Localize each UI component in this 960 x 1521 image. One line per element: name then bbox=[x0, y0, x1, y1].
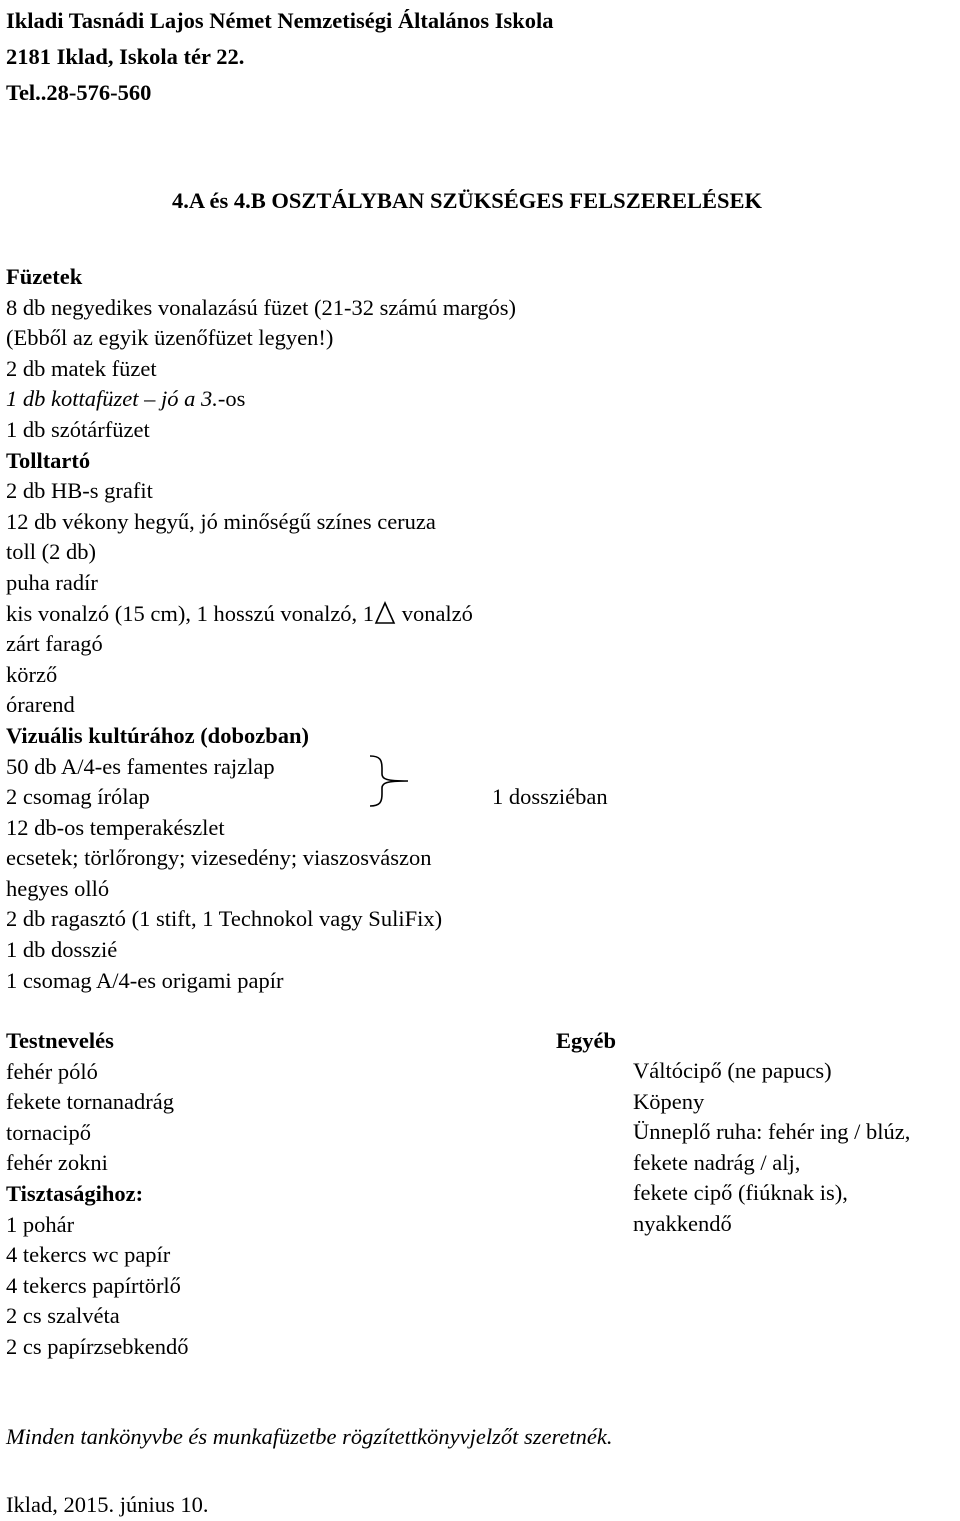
testneveles-heading: Testnevelés bbox=[6, 1028, 114, 1053]
triangle-icon bbox=[374, 601, 396, 625]
list-item: órarend bbox=[6, 692, 75, 718]
list-item: Köpeny bbox=[633, 1088, 705, 1114]
list-item bbox=[6, 384, 516, 415]
list-item: 2 csomag írólap bbox=[6, 784, 150, 810]
list-item: 2 db matek füzet bbox=[6, 355, 157, 381]
list-item: 2 db HB-s grafit bbox=[6, 478, 153, 504]
list-item: 1 db szótárfüzet bbox=[6, 416, 150, 442]
main-list bbox=[6, 262, 516, 996]
testneveles-list bbox=[6, 1026, 188, 1363]
egyeb-heading: Egyéb bbox=[556, 1028, 617, 1053]
list-item: 8 db negyedikes vonalazású füzet (21-32 számú margós) bbox=[6, 294, 517, 320]
list-item: nyakkendő bbox=[633, 1210, 732, 1236]
list-item: fekete nadrág / alj, bbox=[633, 1149, 801, 1175]
list-item: 4 tekercs papírtörlő bbox=[6, 1272, 181, 1298]
date-line: Iklad, 2015. június 10. bbox=[6, 1492, 209, 1517]
list-item: zárt faragó bbox=[6, 631, 103, 657]
list-item: 2 db ragasztó (1 stift, 1 Technokol vagy SuliFix) bbox=[6, 906, 443, 932]
school-phone: Tel..28-576-560 bbox=[6, 80, 152, 105]
list-item: 1 pohár bbox=[6, 1211, 75, 1237]
school-address: 2181 Iklad, Iskola tér 22. bbox=[6, 44, 245, 69]
list-item: 1 db dosszié bbox=[6, 937, 118, 963]
list-item: ecsetek; törlőrongy; vizesedény; viaszosvászon bbox=[6, 845, 432, 871]
fuzetek-heading: Füzetek bbox=[6, 264, 83, 289]
list-item: Ünneplő ruha: fehér ing / blúz, bbox=[633, 1119, 911, 1145]
list-item: hegyes olló bbox=[6, 875, 110, 901]
list-item: 2 cs papírzsebkendő bbox=[6, 1333, 189, 1359]
tisztasagi-heading: Tisztaságihoz: bbox=[6, 1180, 144, 1206]
kotta-italic: 1 db kottafüzet – jó a 3. bbox=[6, 386, 218, 412]
brace-icon bbox=[368, 752, 410, 810]
list-item: tornacipő bbox=[6, 1119, 91, 1145]
kotta-rest: -os bbox=[217, 386, 246, 412]
list-item: Váltócipő (ne papucs) bbox=[633, 1058, 832, 1083]
list-item: toll (2 db) bbox=[6, 539, 96, 565]
list-item: 12 db vékony hegyű, jó minőségű színes ceruza bbox=[6, 508, 436, 534]
dossziéban-label: 1 dossziéban bbox=[492, 784, 608, 809]
list-item: (Ebből az egyik üzenőfüzet legyen!) bbox=[6, 325, 334, 351]
bookmark-note: Minden tankönyvbe és munkafüzetbe rögzítettkönyvjelzőt szeretnék. bbox=[6, 1424, 613, 1449]
list-item: fekete tornanadrág bbox=[6, 1089, 175, 1115]
tolltarto-heading: Tolltartó bbox=[6, 447, 91, 473]
school-header bbox=[6, 3, 554, 111]
egyeb-list bbox=[633, 1056, 910, 1240]
vizualis-heading: Vizuális kultúrához (dobozban) bbox=[6, 722, 309, 748]
vonalzo-text-a: kis vonalzó (15 cm), 1 hosszú vonalzó, 1 bbox=[6, 600, 375, 626]
page-title: 4.A és 4.B OSZTÁLYBAN SZÜKSÉGES FELSZERELÉSEK bbox=[172, 188, 762, 213]
list-item: 50 db A/4-es famentes rajzlap bbox=[6, 753, 275, 779]
list-item: puha radír bbox=[6, 569, 98, 595]
list-item: 1 csomag A/4-es origami papír bbox=[6, 967, 284, 993]
school-name: Ikladi Tasnádi Lajos Német Nemzetiségi Általános Iskola bbox=[6, 8, 554, 33]
vonalzo-text-b: vonalzó bbox=[396, 600, 473, 626]
list-item: fehér zokni bbox=[6, 1150, 108, 1176]
list-item: fekete cipő (fiúknak is), bbox=[633, 1180, 848, 1206]
list-item: 2 cs szalvéta bbox=[6, 1303, 120, 1329]
list-item bbox=[6, 599, 516, 630]
list-item: 4 tekercs wc papír bbox=[6, 1242, 171, 1268]
list-item: fehér póló bbox=[6, 1058, 98, 1084]
list-item: körző bbox=[6, 661, 58, 687]
list-item: 12 db-os temperakészlet bbox=[6, 814, 225, 840]
